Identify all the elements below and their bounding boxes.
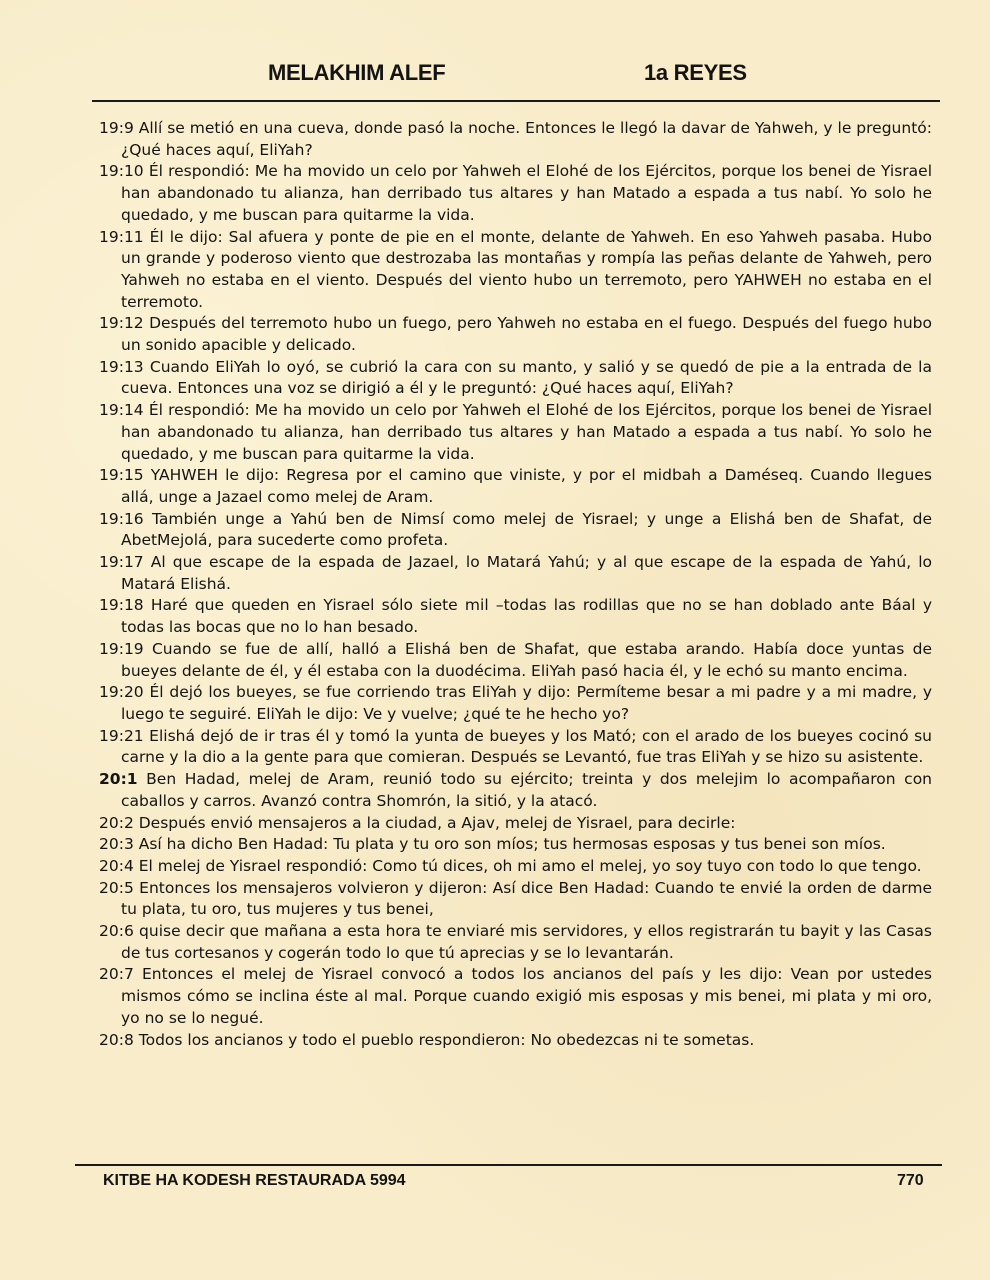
verse-text: Al que escape de la espada de Jazael, lo Matará Yahú; y al que escape de la espada de Yahú, lo Matará Elishá. [121, 553, 932, 593]
verse-number: 19:15 [99, 466, 144, 485]
page-header [0, 60, 990, 90]
verse [99, 227, 932, 314]
verse-text: Después del terremoto hubo un fuego, pero Yahweh no estaba en el fuego. Después del fuego hubo un sonido apacible y delicado. [121, 314, 932, 355]
verse-number: 19:11 [99, 227, 144, 246]
verse-text: El melej de Yisrael respondió: Como tú dices, oh mi amo el melej, yo soy tuyo con todo lo que tengo. [138, 856, 922, 875]
header-divider [92, 100, 940, 102]
verse-text: Cuando EliYah lo oyó, se cubrió la cara con su manto, y salió y se quedó de pie a la entrada de la cueva. Entonces una voz se dirigió a él y le preguntó: ¿Qué haces aquí, EliYah? [121, 357, 932, 398]
verse-text: Haré que queden en Yisrael sólo siete mil –todas las rodillas que no se han doblado ante Báal y todas las bocas que no lo han besado. [121, 596, 932, 637]
verse [99, 509, 932, 552]
verse-number: 20:2 [99, 813, 134, 832]
verse [99, 639, 932, 682]
verse-number: 20:6 [99, 922, 134, 941]
verse [99, 400, 932, 465]
verse-number: 20:3 [99, 835, 134, 854]
verse-number: 19:21 [99, 726, 144, 745]
verse-number: 20:5 [99, 878, 134, 897]
verse-text: YAHWEH le dijo: Regresa por el camino que viniste, y por el midbah a Daméseq. Cuando llegues allá, unge a Jazael como melej de Aram. [121, 466, 932, 506]
verse-text: Cuando se fue de allí, halló a Elishá ben de Shafat, que estaba arando. Había doce yuntas de bueyes delante de él, y él estaba con la duodécima. EliYah pasó hacia él, y le echó su manto encima. [121, 639, 932, 680]
verse-text: Así ha dicho Ben Hadad: Tu plata y tu oro son míos; tus hermosas esposas y tus benei son míos. [138, 835, 886, 854]
verse-text: Después envió mensajeros a la ciudad, a Ajav, melej de Yisrael, para decirle: [138, 813, 736, 832]
verse [99, 769, 932, 812]
verse-text: También unge a Yahú ben de Nimsí como melej de Yisrael; y unge a Elishá ben de Shafat, de AbetMejolá, para sucederte como profeta. [121, 509, 932, 550]
verse [99, 118, 932, 161]
footer-title: KITBE HA KODESH RESTAURADA 5994 [103, 1172, 406, 1189]
verse-number: 20:4 [99, 856, 134, 875]
verse-text: Entonces el melej de Yisrael convocó a todos los ancianos del país y les dijo: Vean por ustedes mismos cómo se inclina éste al mal. Porque cuando exigió mis esposas y mis benei, mi plata y mi oro, yo no se lo negué. [121, 965, 932, 1027]
book-title-hebrew: MELAKHIM ALEF [268, 60, 446, 85]
verse [99, 682, 932, 725]
verse-text: Él respondió: Me ha movido un celo por Yahweh el Elohé de los Ejércitos, porque los benei de Yisrael han abandonado tu alianza, han derribado tus altares y han Matado a espada a tus nabí. Yo solo he quedado, y me buscan para quitarme la vida. [121, 162, 932, 224]
verse-number: 19:20 [99, 683, 144, 702]
verse-number: 19:16 [99, 509, 144, 528]
verse [99, 921, 932, 964]
verse-text: Elishá dejó de ir tras él y tomó la yunta de bueyes y los Mató; con el arado de los bueyes cocinó su carne y la dio a la gente para que comieran. Después se Levantó, fue tras EliYah y se hizo su asistente. [121, 726, 932, 767]
page-number: 770 [897, 1172, 924, 1189]
verse-number: 20:1 [99, 770, 138, 789]
verse-text: Él le dijo: Sal afuera y ponte de pie en el monte, delante de Yahweh. En eso Yahweh pasaba. Hubo un grande y poderoso viento que destrozaba las montañas y rompía las peñas delante de Yahweh, pero Yahweh no estaba en el viento. Después del viento hubo un terremoto, pero YAHWEH no estaba en el terremoto. [121, 227, 932, 311]
verse [99, 595, 932, 638]
verse [99, 1030, 932, 1052]
verse [99, 813, 932, 835]
verse-number: 19:19 [99, 639, 144, 658]
verse [99, 552, 932, 595]
verse-number: 19:13 [99, 357, 144, 376]
verse [99, 834, 932, 856]
verse-number: 20:7 [99, 965, 134, 984]
verse-number: 19:17 [99, 553, 144, 572]
verse [99, 878, 932, 921]
verse-number: 19:10 [99, 162, 144, 181]
verse-list [99, 118, 932, 1051]
verse-text: Todos los ancianos y todo el pueblo respondieron: No obedezcas ni te sometas. [138, 1030, 755, 1049]
verse [99, 313, 932, 356]
verse [99, 964, 932, 1029]
verse [99, 856, 932, 878]
book-title-spanish: 1a REYES [644, 60, 747, 85]
verse [99, 357, 932, 400]
verse-text: Él dejó los bueyes, se fue corriendo tras EliYah y dijo: Permíteme besar a mi padre y a mi madre, y luego te seguiré. EliYah le dijo: Ve y vuelve; ¿qué te he hecho yo? [121, 683, 932, 723]
verse-text: Entonces los mensajeros volvieron y dijeron: Así dice Ben Hadad: Cuando te envié la orden de darme tu plata, tu oro, tus mujeres y tus benei, [121, 878, 932, 919]
verse [99, 161, 932, 226]
footer-divider [75, 1164, 942, 1166]
verse-text: Ben Hadad, melej de Aram, reunió todo su ejército; treinta y dos melejim lo acompañaron con caballos y carros. Avanzó contra Shomrón, la sitió, y la atacó. [121, 770, 932, 810]
verse-text: quise decir que mañana a esta hora te enviaré mis servidores, y ellos registrarán tu bayit y las Casas de tus cortesanos y cogerán todo lo que tú aprecias y se lo levantarán. [121, 922, 932, 962]
verse-number: 19:14 [99, 401, 144, 420]
verse-text: Él respondió: Me ha movido un celo por Yahweh el Elohé de los Ejércitos, porque los benei de Yisrael han abandonado tu alianza, han derribado tus altares y han Matado a espada a tus nabí. Yo solo he quedado, y me buscan para quitarme la vida. [121, 401, 932, 463]
verse-number: 20:8 [99, 1030, 134, 1049]
verse [99, 465, 932, 508]
verse-number: 19:18 [99, 596, 144, 615]
verse-number: 19:12 [99, 314, 144, 333]
verse-text: Allí se metió en una cueva, donde pasó la noche. Entonces le llegó la davar de Yahweh, y le preguntó: ¿Qué haces aquí, EliYah? [121, 119, 932, 159]
verse-number: 19:9 [99, 119, 134, 137]
verse [99, 726, 932, 769]
